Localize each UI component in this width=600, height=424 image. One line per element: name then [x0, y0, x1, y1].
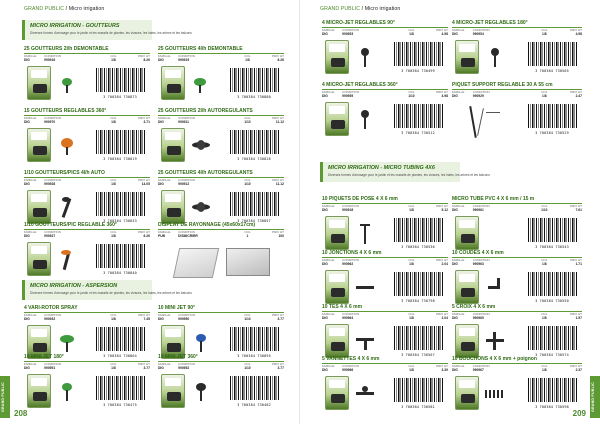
dripper-part-image — [56, 134, 78, 156]
product-table-row: DIG 990967 1/8 2.37 — [452, 368, 582, 372]
product-table-header: FAMILLE CONDITION COL PRIX HT — [24, 116, 150, 120]
product-barcode: 3 700384 730529 — [524, 102, 580, 136]
product-package-image — [27, 242, 51, 276]
product-table-row: DIG 990932 1/8 7.45 — [24, 317, 150, 321]
product-title: 10 MINI JET 360° — [158, 354, 284, 362]
product-title: 10 MINI JET 180° — [24, 354, 150, 362]
product-package-image — [455, 324, 479, 358]
product-table-header: FAMILLE CONDITION COL PRIX HT — [158, 116, 284, 120]
product-table-header: FAMILLE CONDITION COL PRIX HT — [158, 54, 284, 58]
product-table-header: FAMILLE CONDITION COL PRIX HT — [24, 178, 150, 182]
product-title: 25 GOUTTEURS 4l/h DÉMONTABLE — [158, 46, 284, 54]
product-table-header: FAMILLE CONDITION COL PRIX HT — [158, 313, 284, 317]
category-side-tab — [590, 376, 600, 418]
section-banner-goutteurs — [22, 20, 192, 40]
product-barcode: 3 700384 730833 — [92, 190, 148, 224]
product-table-header: FAMILLE CONDITION COL PRIX HT — [24, 54, 150, 58]
product-table-row: DIG 990953 1/8 4.98 — [322, 32, 448, 36]
product-package-image — [161, 374, 185, 408]
category-side-tab — [0, 376, 10, 418]
product-card — [322, 196, 448, 254]
section-banner-tubing — [320, 162, 490, 182]
product-title: 4 VARI-ROTOR SPRAY — [24, 305, 150, 313]
product-package-image — [325, 102, 349, 136]
product-card — [24, 46, 150, 104]
product-table-header: FAMILLE CONDITION COL PRIX HT — [452, 90, 582, 94]
breadcrumb — [320, 6, 400, 12]
breadcrumb-subcategory: Micro irrigation — [364, 6, 401, 12]
product-barcode: 3 700384 730543 — [524, 216, 580, 250]
product-table-row: DIG 990966 1/8 3.39 — [322, 368, 448, 372]
product-title: 5 VANNETTES 4 X 6 mm — [322, 356, 448, 364]
microjet-part-image — [354, 108, 376, 130]
product-barcode: 3 700384 730798 — [390, 270, 446, 304]
section-title: MICRO IRRIGATION - ASPERSION — [30, 283, 118, 289]
product-table-header: FAMILLE CONDITION COL PRIX HT — [452, 258, 582, 262]
page-number-left: 208 — [14, 409, 28, 418]
product-title: 25 GOUTTEURS 2l/h DÉMONTABLE — [24, 46, 150, 54]
product-barcode: 3 700384 730880 — [226, 66, 282, 100]
product-card — [322, 304, 448, 362]
elbow-part-image — [484, 276, 506, 298]
product-card — [158, 108, 284, 166]
product-table-row: DIG 990929 1/8 2.47 — [452, 94, 582, 98]
product-barcode: 3 700384 730512 — [390, 102, 446, 136]
product-title: 25 GOUTTEURS 2l/h AUTORÉGULANTS — [158, 108, 284, 116]
product-title: 15 GOUTTEURS RÉGLABLES 360° — [24, 108, 150, 116]
product-table-header: FAMILLE CONDITION COL PRIX HT — [24, 230, 150, 234]
product-table-row: DIG 990961 1/10 7.61 — [452, 208, 582, 212]
product-table-row: DIG 990950 1/10 3.77 — [158, 317, 284, 321]
product-title: 25 GOUTTEURS 4l/h AUTORÉGULANTS — [158, 170, 284, 178]
product-title: 10 BOUCHONS 4 X 6 mm + poignon — [452, 356, 582, 364]
product-table-row: DIG 990955 1/10 4.98 — [322, 94, 448, 98]
breadcrumb-subcategory: Micro irrigation — [68, 6, 105, 12]
product-package-image — [455, 40, 479, 74]
section-subtitle: Diverses formes d'arrosage pour le jardin et les massifs de plantes, les vivaces, les haies, les arbres et les balcons — [30, 291, 192, 295]
product-table-header: FAMILLE CONDITION COL PRIX HT — [322, 90, 448, 94]
sprayer-part-image — [56, 331, 78, 353]
product-table-row: DIG 990928 1/8 14.05 — [24, 182, 150, 186]
product-table-header: FAMILLE CONDITION COL PRIX HT — [24, 313, 150, 317]
product-card — [158, 170, 284, 228]
product-card — [452, 250, 582, 308]
product-table-row: DIG 990951 1/8 3.77 — [24, 366, 150, 370]
stake-part-image — [354, 222, 376, 244]
section-subtitle: Diverses formes d'arrosage pour le jardin et les massifs de plantes, les vivaces, les haies, les arbres et les balcons — [30, 31, 192, 35]
product-card — [452, 196, 582, 254]
catalog-page-right — [300, 0, 600, 424]
side-tab-label: GRAND PUBLIC — [591, 382, 595, 412]
product-table-row: DIG 990911 1/10 11.12 — [158, 120, 284, 124]
product-package-image — [325, 324, 349, 358]
product-table-row: DIG 990915 1/8 8.26 — [158, 58, 284, 62]
side-tab-label: GRAND PUBLIC — [1, 382, 5, 412]
minijet-part-image — [190, 331, 212, 353]
plug-part-image — [484, 382, 506, 404]
product-barcode: 3 700384 730857 — [226, 190, 282, 224]
product-card — [452, 304, 582, 362]
product-barcode: 3 700384 730598 — [524, 376, 580, 410]
product-title: MICRO TUBE PVC 4 X 6 mm / 15 m — [452, 196, 582, 204]
product-table-row: DIG 990952 1/10 3.77 — [158, 366, 284, 370]
page-number-right: 209 — [572, 409, 586, 418]
product-title: 5 CROIX 4 X 6 mm — [452, 304, 582, 312]
product-barcode: 3 700384 730550 — [524, 270, 580, 304]
product-barcode: 3 700384 730819 — [92, 128, 148, 162]
valve-part-image — [354, 382, 376, 404]
product-table-row: DIG 990954 1/8 4.98 — [452, 32, 582, 36]
product-barcode: 3 700384 730840 — [92, 242, 148, 276]
product-table-row: DIG 990964 1/8 2.04 — [322, 316, 448, 320]
product-title: 1/10 GOUTTEURS/PIC RÉGLABLE 360° — [24, 222, 150, 230]
product-table-header: FAMILLE CONDITION COL PRIX HT — [452, 312, 582, 316]
product-card — [452, 356, 582, 414]
product-table-row: PUB DISMICRIRR 1 100 — [158, 234, 284, 238]
product-package-image — [325, 376, 349, 410]
product-barcode: 3 700384 730581 — [390, 376, 446, 410]
dripper-part-image — [190, 196, 212, 218]
breadcrumb-category: GRAND PUBLIC — [24, 6, 65, 12]
support-stake-image — [462, 104, 502, 138]
minijet-part-image — [190, 380, 212, 402]
product-package-image — [161, 66, 185, 100]
product-card — [24, 354, 150, 412]
product-table-header: FAMILLE CONDITION COL PRIX HT — [322, 204, 448, 208]
product-card — [158, 354, 284, 412]
junction-part-image — [354, 276, 376, 298]
product-table-header: FAMILLE CONDITION COL PRIX HT — [452, 28, 582, 32]
product-table-row: DIG 990962 1/8 2.04 — [322, 262, 448, 266]
product-card — [24, 170, 150, 228]
product-title: 10 PIQUETS DE POSE 4 X 6 mm — [322, 196, 448, 204]
product-barcode: 3 700384 730895 — [226, 325, 282, 359]
product-package-image — [325, 40, 349, 74]
stake-part-image — [56, 196, 78, 218]
product-package-image — [27, 66, 51, 100]
product-package-image — [455, 376, 479, 410]
product-table-row: DIG 990963 1/8 1.71 — [452, 262, 582, 266]
product-package-image — [325, 216, 349, 250]
product-card — [322, 82, 448, 140]
product-table-header: FAMILLE CONDITION COL PRIX HT — [322, 258, 448, 262]
product-barcode: 3 700384 730475 — [92, 374, 148, 408]
product-barcode: 3 700384 730864 — [92, 325, 148, 359]
product-table-header: FAMILLE CONDITION COL PRIX HT — [322, 28, 448, 32]
product-card — [24, 108, 150, 166]
product-barcode: 3 700384 730505 — [524, 40, 580, 74]
product-barcode: 3 700384 730826 — [226, 128, 282, 162]
product-card-display — [158, 222, 284, 280]
product-package-image — [455, 216, 479, 250]
section-title: MICRO IRRIGATION - GOUTTEURS — [30, 23, 120, 29]
dripper-part-image — [56, 72, 78, 94]
product-title: 10 MINI JET 90° — [158, 305, 284, 313]
section-banner-aspersion — [22, 280, 192, 300]
breadcrumb-category: GRAND PUBLIC — [320, 6, 361, 12]
breadcrumb-separator: / — [64, 6, 69, 12]
product-table-row: DIG 990970 1/8 3.71 — [24, 120, 150, 124]
product-card — [452, 82, 582, 140]
stake-part-image — [56, 248, 78, 270]
display-rack-image — [226, 248, 270, 276]
product-card — [322, 250, 448, 308]
product-table-row: DIG 990918 1/8 5.12 — [322, 208, 448, 212]
breadcrumb-separator: / — [360, 6, 365, 12]
product-table-row: DIG 990927 1/8 6.26 — [24, 234, 150, 238]
microjet-part-image — [484, 46, 506, 68]
product-package-image — [161, 128, 185, 162]
product-table-row: DIG 990916 1/8 8.26 — [24, 58, 150, 62]
product-barcode: 3 700384 730873 — [92, 66, 148, 100]
product-barcode: 3 700384 730574 — [524, 324, 580, 358]
product-table-row: DIG 990912 1/10 11.12 — [158, 182, 284, 186]
product-package-image — [27, 190, 51, 224]
product-card — [452, 20, 582, 78]
product-title: 4 MICRO-JET RÉGLABLES 360° — [322, 82, 448, 90]
product-title: 1/10 GOUTTEURS/PICS 4l/h AUTO — [24, 170, 150, 178]
display-rack-image — [173, 248, 219, 278]
cross-part-image — [484, 330, 506, 352]
product-card — [322, 356, 448, 414]
product-package-image — [27, 374, 51, 408]
breadcrumb — [24, 6, 104, 12]
product-table-header: FAMILLE CONDITION COL PRIX HT — [158, 230, 284, 234]
product-table-header: FAMILLE CONDITION COL PRIX HT — [322, 312, 448, 316]
product-package-image — [161, 190, 185, 224]
section-subtitle: Diverses formes d'arrosage pour le jardin et les massifs de plantes, les vivaces, les haies, les arbres et les balcons — [328, 173, 490, 177]
product-card — [158, 46, 284, 104]
product-table-header: FAMILLE CONDITION COL PRIX HT — [158, 178, 284, 182]
product-package-image — [455, 270, 479, 304]
product-title: DISPLAY DE RAYONNAGE (45x60x17cm) — [158, 222, 284, 230]
product-title: 10 JONCTIONS 4 X 6 mm — [322, 250, 448, 258]
product-barcode: 3 700384 730499 — [390, 40, 446, 74]
dripper-part-image — [190, 134, 212, 156]
product-table-header: FAMILLE CONDITION COL PRIX HT — [24, 362, 150, 366]
tee-part-image — [354, 330, 376, 352]
product-card — [24, 222, 150, 280]
minijet-part-image — [56, 380, 78, 402]
dripper-part-image — [190, 72, 212, 94]
product-card — [322, 20, 448, 78]
product-title: 10 TÉS 4 X 6 mm — [322, 304, 448, 312]
product-table-header: FAMILLE CONDITION COL PRIX HT — [322, 364, 448, 368]
product-package-image — [325, 270, 349, 304]
product-table-row: DIG 990965 1/8 1.57 — [452, 316, 582, 320]
product-title: PIQUET SUPPORT RÉGLABLE 30 À 55 cm — [452, 82, 582, 90]
product-title: 4 MICRO-JET RÉGLABLES 180° — [452, 20, 582, 28]
product-table-header: FAMILLE CONDITION COL PRIX HT — [452, 364, 582, 368]
product-barcode: 3 700384 730482 — [226, 374, 282, 408]
product-table-header: FAMILLE CONDITION COL PRIX HT — [158, 362, 284, 366]
microjet-part-image — [354, 46, 376, 68]
product-barcode: 3 700384 730536 — [390, 216, 446, 250]
product-title: 4 MICRO-JET RÉGLABLES 90° — [322, 20, 448, 28]
product-barcode: 3 700384 730567 — [390, 324, 446, 358]
product-table-header: FAMILLE CONDITION COL PRIX HT — [452, 204, 582, 208]
product-title: 10 COUDES 4 X 6 mm — [452, 250, 582, 258]
product-package-image — [27, 128, 51, 162]
section-title: MICRO IRRIGATION - MICRO TUBING 4X6 — [328, 165, 435, 171]
